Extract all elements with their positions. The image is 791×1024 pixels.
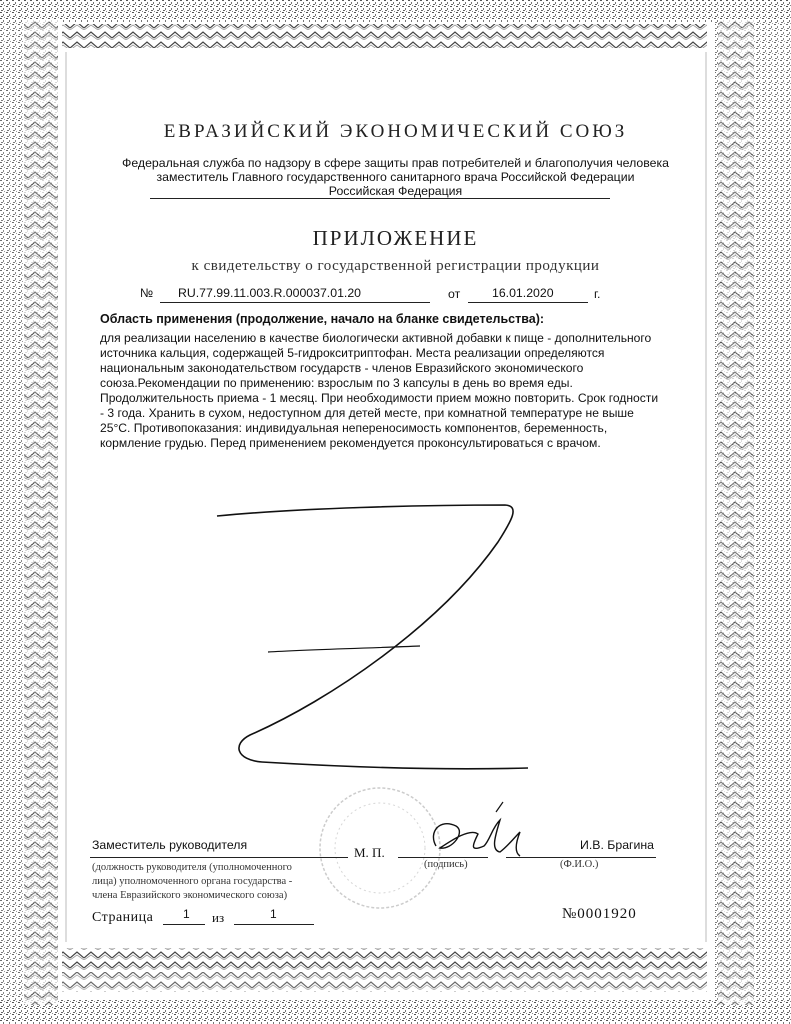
page-total: 1 — [270, 907, 277, 921]
caption-position-2: лица) уполномоченного органа государства - — [92, 876, 293, 887]
page-current-underline — [163, 924, 205, 925]
union-title: ЕВРАЗИЙСКИЙ ЭКОНОМИЧЕСКИЙ СОЮЗ — [163, 121, 628, 142]
scope-line-8: кормление грудью. Перед применением рекомендуется проконсультироваться с врачом. — [100, 436, 601, 450]
agency-line-2: заместитель Главного государственного санитарного врача Российской Федерации — [156, 170, 635, 184]
certificate-date: 16.01.2020 — [492, 286, 554, 300]
number-label: № — [140, 286, 154, 300]
scope-line-3: национальным законодательством государств - членов Евразийского экономического — [100, 361, 584, 375]
page-current: 1 — [183, 907, 190, 921]
scope-line-5: Продолжительность приема - 1 месяц. При необходимости прием можно повторить. Срок годности — [100, 391, 659, 405]
certificate-number: RU.77.99.11.003.R.000037.01.20 — [178, 286, 362, 300]
scope-line-6: - 3 года. Хранить в сухом, недоступном для детей месте, при комнатной температуре не выше — [100, 406, 634, 420]
caption-name: (Ф.И.О.) — [560, 859, 599, 870]
scope-line-4: союза.Рекомендации по применению: взрослым по 3 капсулы в день во время еды. — [100, 376, 573, 390]
page-of: из — [212, 910, 225, 925]
page-total-underline — [234, 924, 314, 925]
year-suffix: г. — [594, 287, 601, 301]
caption-signature: (подпись) — [424, 859, 468, 870]
date-label: от — [448, 287, 461, 301]
stamp-label: М. П. — [354, 845, 385, 860]
page-label: Страница — [92, 910, 154, 925]
caption-position-1: (должность руководителя (уполномоченного — [92, 862, 292, 873]
scope-line-7: 25°С. Противопоказания: индивидуальная непереносимость компонентов, беременность, — [100, 421, 608, 435]
form-number: №0001920 — [562, 906, 637, 922]
scope-line-2: источника кальция, содержащей 5-гидрокситриптофан. Места реализации определяются — [100, 346, 605, 360]
name-underline — [506, 857, 656, 858]
agency-line-3: Российская Федерация — [328, 184, 463, 198]
caption-position-3: члена Евразийского экономического союза) — [92, 890, 288, 901]
scope-heading: Область применения (продолжение, начало на бланке свидетельства): — [100, 312, 545, 326]
appendix-title: ПРИЛОЖЕНИЕ — [312, 226, 479, 250]
agency-line-1: Федеральная служба по надзору в сфере защиты прав потребителей и благополучия человека — [122, 156, 669, 170]
signer-name: И.В. Брагина — [580, 838, 655, 852]
signer-position: Заместитель руководителя — [92, 838, 248, 852]
scope-line-1: для реализации населению в качестве биологически активной добавки к пище - дополнительного — [100, 331, 652, 345]
appendix-subtitle: к свидетельству о государственной регистрации продукции — [191, 258, 600, 274]
